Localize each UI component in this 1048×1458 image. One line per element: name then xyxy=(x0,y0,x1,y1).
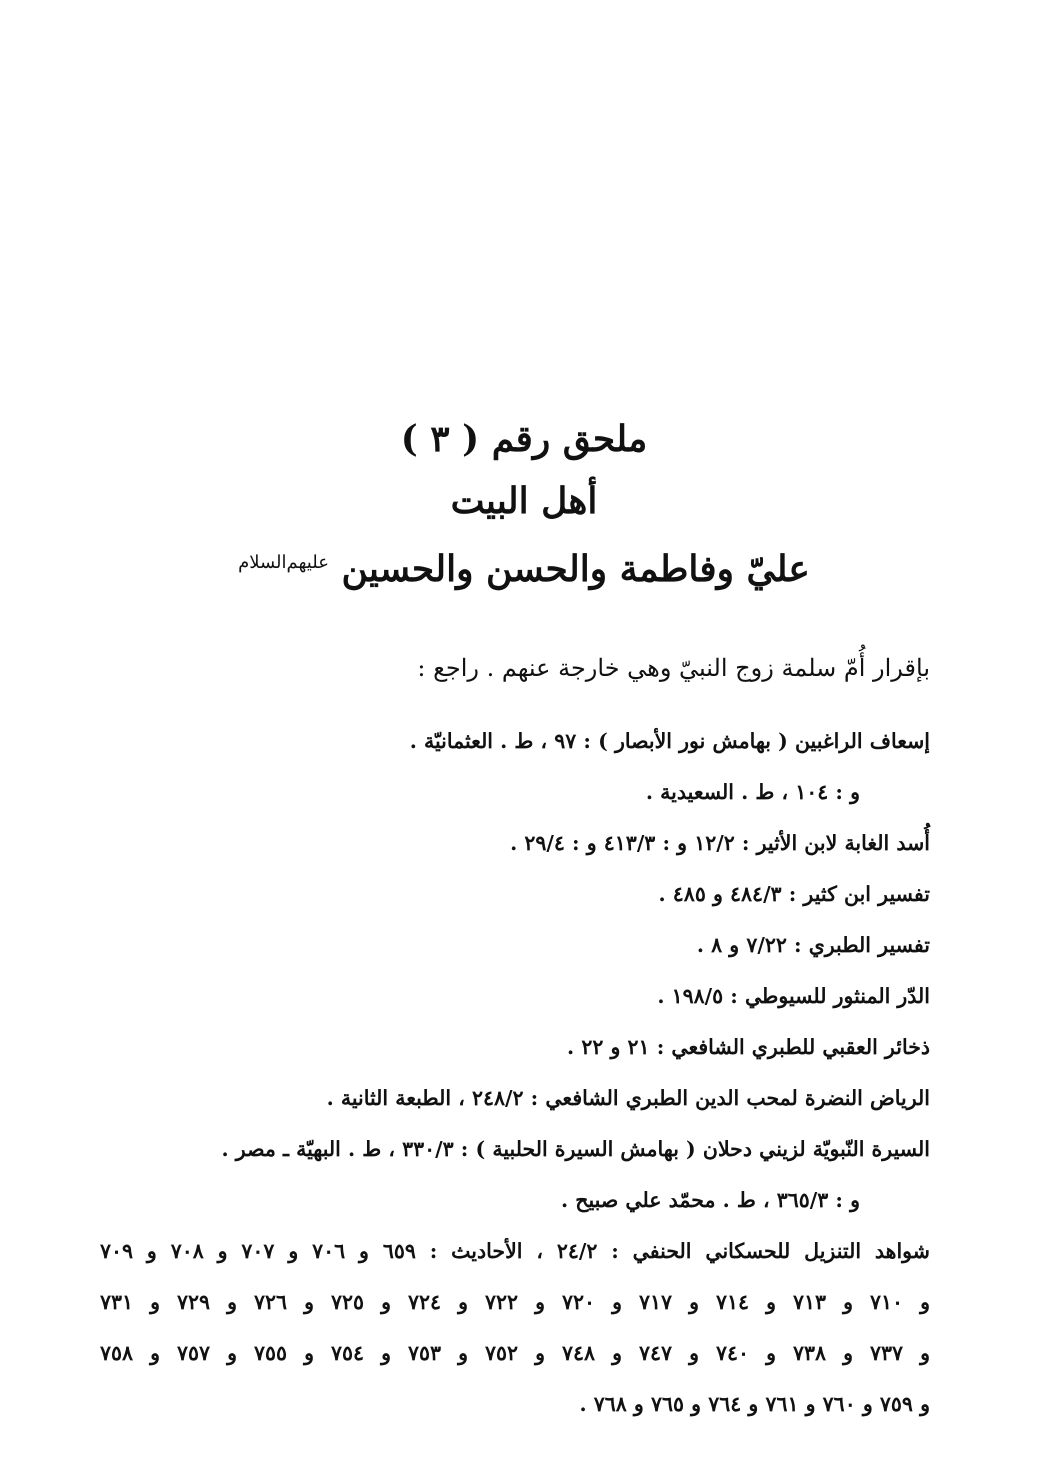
names-text: عليّ وفاطمة والحسن والحسين xyxy=(341,548,810,590)
honorific-mark: عليهم‌السلام xyxy=(238,552,329,573)
reference-item: الدّر المنثور للسيوطي : ١٩٨/٥ . xyxy=(657,984,930,1008)
appendix-headings xyxy=(0,408,1048,600)
appendix-title: ملحق رقم ( ٣ ) xyxy=(400,418,648,460)
reference-item: إسعاف الراغبين ( بهامش نور الأبصار ) : ٩٧ ، ط . العثمانيّة . xyxy=(409,729,930,753)
intro-paragraph: بإقرار أُمّ سلمة زوج النبيّ وهي خارجة عنهم . راجع : xyxy=(417,654,930,682)
appendix-names xyxy=(0,532,1048,600)
appendix-subtitle: أهل البيت xyxy=(450,480,598,522)
reference-item: أُسد الغابة لابن الأثير : ١٢/٢ و : ٤١٣/٣ و : ٢٩/٤ . xyxy=(510,831,930,855)
reference-item: الرياض النضرة لمحب الدين الطبري الشافعي : ٢٤٨/٢ ، الطبعة الثانية . xyxy=(326,1086,930,1110)
reference-item: و : ٣٦٥/٣ ، ط . محمّد علي صبيح . xyxy=(560,1188,860,1212)
reference-item: تفسير ابن كثير : ٤٨٤/٣ و ٤٨٥ . xyxy=(658,882,930,906)
reference-list xyxy=(100,716,930,1430)
reference-item: و : ١٠٤ ، ط . السعيدية . xyxy=(645,780,860,804)
reference-item: تفسير الطبري : ٧/٢٢ و ٨ . xyxy=(696,933,930,957)
reference-item: و ٧٥٩ و ٧٦٠ و ٧٦١ و ٧٦٤ و ٧٦٥ و ٧٦٨ . xyxy=(579,1392,930,1416)
reference-item: و ٧١٠ و ٧١٣ و ٧١٤ و ٧١٧ و ٧٢٠ و ٧٢٢ و ٧٢٤ و ٧٢٥ و ٧٢٦ و ٧٢٩ و ٧٣١ xyxy=(100,1290,930,1314)
reference-item: شواهد التنزيل للحسكاني الحنفي : ٢٤/٢ ، الأحاديث : ٦٥٩ و ٧٠٦ و ٧٠٧ و ٧٠٨ و ٧٠٩ xyxy=(100,1239,930,1263)
reference-item: و ٧٣٧ و ٧٣٨ و ٧٤٠ و ٧٤٧ و ٧٤٨ و ٧٥٢ و ٧٥٣ و ٧٥٤ و ٧٥٥ و ٧٥٧ و ٧٥٨ xyxy=(100,1341,930,1365)
reference-item: السيرة النّبويّة لزيني دحلان ( بهامش السيرة الحلبية ) : ٣٣٠/٣ ، ط . البهيّة ـ مصر . xyxy=(221,1137,930,1161)
reference-item: ذخائر العقبي للطبري الشافعي : ٢١ و ٢٢ . xyxy=(567,1035,930,1059)
